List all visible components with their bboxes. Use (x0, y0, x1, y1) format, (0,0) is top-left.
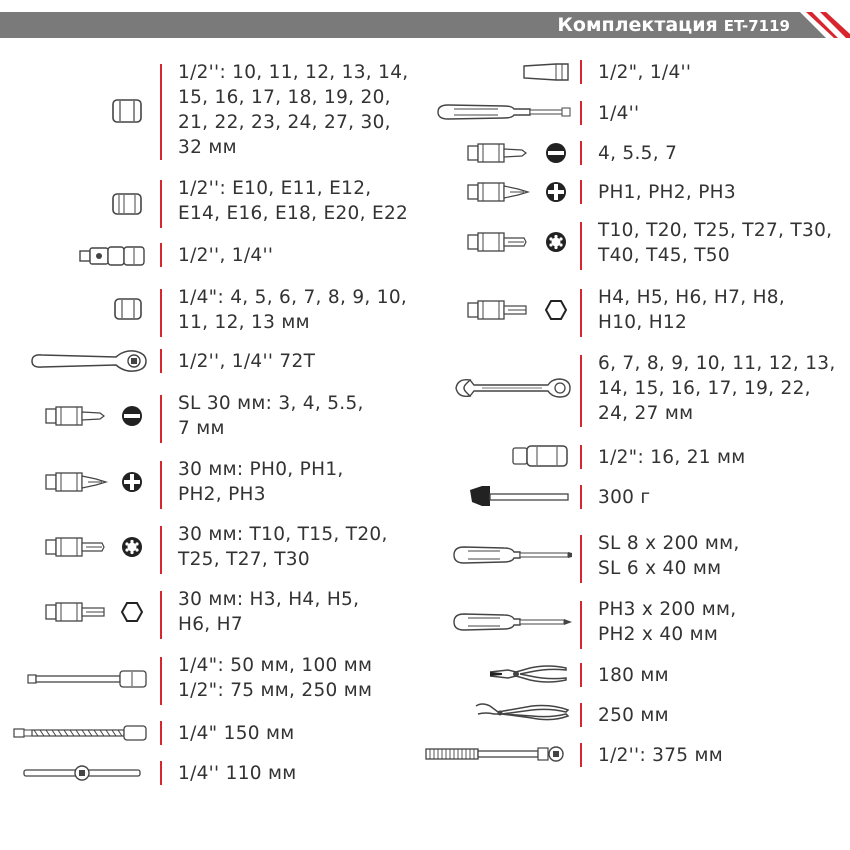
separator (580, 60, 582, 84)
text-line: 32 мм (178, 137, 237, 158)
separator (580, 222, 582, 270)
text-line: 21, 22, 23, 24, 27, 30, (178, 112, 391, 133)
flexible-extension-icon (12, 722, 150, 744)
text-line: 11, 12, 13 мм (178, 312, 310, 333)
text-line: 7 мм (178, 418, 225, 439)
text-line: H4, H5, H6, H7, H8, (598, 287, 786, 308)
separator (160, 657, 162, 705)
hex-bit-icon (44, 600, 148, 624)
combination-wrench-icon (452, 372, 572, 404)
text-line: H10, H12 (598, 312, 688, 333)
text-line: 15, 16, 17, 18, 19, 20, (178, 87, 391, 108)
separator (160, 349, 162, 373)
separator (580, 663, 582, 687)
text-line: 1/2'', 1/4'' 72T (178, 351, 316, 372)
text-line: 1/2": 16, 21 мм (598, 447, 746, 468)
separator (580, 703, 582, 727)
separator (580, 289, 582, 337)
text-line: 4, 5.5, 7 (598, 143, 678, 164)
separator (160, 526, 162, 574)
extension-bar-icon (26, 668, 150, 690)
left-item-12-text (178, 761, 297, 786)
text-line: E14, E16, E18, E20, E22 (178, 203, 409, 224)
separator (580, 485, 582, 509)
text-line: 30 мм: T10, T15, T20, (178, 524, 388, 545)
t-handle-icon (22, 762, 146, 784)
right-item-6-text (598, 285, 785, 335)
text-line: 1/2": 75 мм, 250 мм (178, 680, 373, 701)
slotted-screwdriver-icon (450, 542, 574, 568)
left-item-4-text (178, 285, 407, 335)
text-line: 6, 7, 8, 9, 10, 11, 12, 13, (598, 353, 836, 374)
separator (580, 743, 582, 767)
separator (580, 601, 582, 649)
text-line: 250 мм (598, 705, 669, 726)
text-line: 1/2'': 10, 11, 12, 13, 14, (178, 62, 409, 83)
right-item-13-text (598, 703, 669, 728)
ratchet-icon (28, 346, 152, 376)
left-item-3-text (178, 243, 273, 268)
separator (580, 355, 582, 427)
text-line: 1/2'': E10, E11, E12, (178, 178, 372, 199)
right-item-4-text (598, 180, 736, 205)
right-item-8-text (598, 445, 746, 470)
text-line: 1/4": 50 мм, 100 мм (178, 655, 373, 676)
header-model: ET-7119 (723, 17, 790, 35)
text-line: 180 мм (598, 665, 669, 686)
right-item-7-text (598, 351, 836, 426)
text-line: 1/2'', 1/4'' (178, 245, 274, 266)
left-item-2-text (178, 176, 408, 226)
text-line: SL 8 x 200 мм, (598, 533, 740, 554)
torx-bit-icon (466, 230, 570, 254)
universal-joint-icon (78, 244, 148, 268)
separator (160, 180, 162, 228)
left-item-11-text (178, 721, 295, 746)
text-line: H6, H7 (178, 614, 243, 635)
text-line: SL 30 мм: 3, 4, 5.5, (178, 393, 364, 414)
separator (580, 535, 582, 583)
separator (580, 445, 582, 469)
text-line: T40, T45, T50 (598, 245, 730, 266)
right-item-9-text (598, 485, 650, 510)
right-item-11-text (598, 597, 736, 647)
left-item-1-text (178, 60, 409, 160)
small-socket-icon (112, 296, 146, 322)
right-item-12-text (598, 663, 669, 688)
water-pump-pliers-icon (472, 700, 572, 726)
header-title (557, 12, 790, 38)
left-item-8-text (178, 522, 388, 572)
text-line: PH1, PH2, PH3 (598, 182, 736, 203)
separator (160, 721, 162, 745)
separator (160, 761, 162, 785)
right-item-10-text (598, 531, 740, 581)
separator (160, 64, 162, 160)
hammer-icon (468, 482, 572, 512)
right-item-2-text (598, 101, 639, 126)
left-item-6-text (178, 391, 364, 441)
text-line: 24, 27 мм (598, 403, 694, 424)
bit-adapter-icon (520, 61, 572, 83)
left-item-10-text (178, 653, 372, 703)
left-item-5-text (178, 349, 315, 374)
phillips-bit-icon (466, 180, 570, 204)
torque-wrench-icon (424, 742, 574, 766)
text-line: 1/4" 150 мм (178, 723, 295, 744)
text-line: 1/2'': 375 мм (598, 745, 724, 766)
left-item-7-text (178, 457, 344, 507)
separator (580, 180, 582, 204)
torx-socket-icon (110, 191, 146, 217)
left-item-9-text (178, 587, 359, 637)
text-line: 1/4": 4, 5, 6, 7, 8, 9, 10, (178, 287, 408, 308)
text-line: PH2, PH3 (178, 484, 266, 505)
separator (160, 243, 162, 267)
text-line: 14, 15, 16, 17, 19, 22, (598, 378, 811, 399)
phillips-bit-icon (44, 470, 148, 494)
right-item-5-text (598, 218, 832, 268)
text-line: PH2 x 40 мм (598, 624, 719, 645)
text-line: 30 мм: H3, H4, H5, (178, 589, 360, 610)
text-line: 1/4'' 110 мм (178, 763, 297, 784)
text-line: 30 мм: PH0, PH1, (178, 459, 344, 480)
pliers-icon (486, 660, 572, 690)
separator (160, 591, 162, 639)
slotted-bit-icon (44, 404, 148, 428)
text-line: T10, T20, T25, T27, T30, (598, 220, 833, 241)
spark-plug-socket-icon (510, 444, 572, 468)
text-line: 300 г (598, 487, 651, 508)
separator (160, 461, 162, 509)
text-line: T25, T27, T30 (178, 549, 310, 570)
right-item-14-text (598, 743, 723, 768)
phillips-screwdriver-icon (450, 609, 574, 635)
slotted-bit-icon (466, 141, 570, 165)
separator (580, 101, 582, 125)
separator (160, 395, 162, 443)
torx-bit-icon (44, 535, 148, 559)
hex-bit-icon (466, 298, 570, 322)
text-line: SL 6 x 40 мм (598, 558, 722, 579)
separator (580, 141, 582, 165)
bit-screwdriver-icon (434, 100, 574, 124)
right-item-3-text (598, 141, 677, 166)
separator (160, 289, 162, 337)
text-line: PH3 x 200 мм, (598, 599, 737, 620)
text-line: 1/4'' (598, 103, 640, 124)
right-item-1-text (598, 60, 691, 85)
text-line: 1/2", 1/4'' (598, 62, 692, 83)
socket-icon (110, 98, 146, 124)
header-title-text: Комплектация (557, 14, 718, 36)
